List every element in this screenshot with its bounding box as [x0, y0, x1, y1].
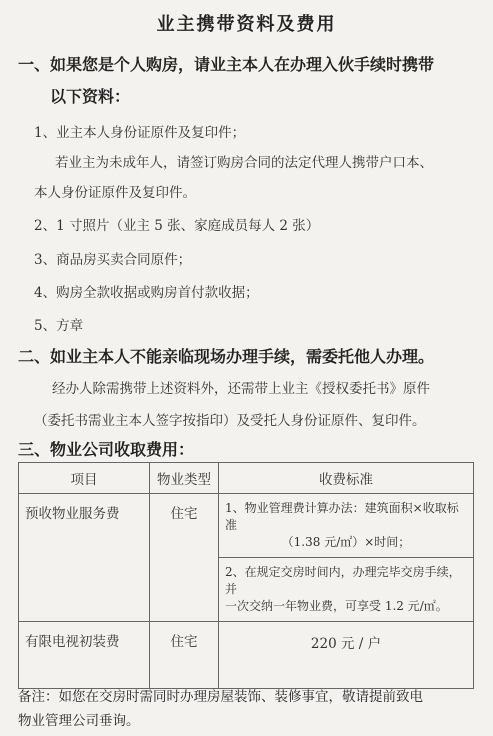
section1-item-1-note: 若业主为未成年人，请签订购房合同的法定代理人携带户口本、: [55, 155, 433, 171]
section1-heading: 一、如果您是个人购房，请业主本人在办理入伙手续时携带: [18, 55, 435, 74]
section1-item-2: 2、1 寸照片（业主 5 张、家庭成员每人 2 张）: [34, 218, 320, 234]
table-cell-type: 住宅: [150, 622, 219, 689]
table-header: 物业类型: [150, 463, 219, 494]
section1-heading-cont: 以下资料：: [50, 87, 131, 106]
fee-rule-1-text-cont: （1.38 元/㎡）×时间；: [281, 535, 411, 549]
fee-rule-2-text-cont: 一次交纳一年物业费，可享受 1.2 元/㎡。: [225, 599, 448, 613]
table-cell-item: 有限电视初装费: [19, 622, 150, 689]
fee-table: [18, 462, 474, 689]
section2-body: 经办人除需携带上述资料外，还需带上业主《授权委托书》原件: [52, 381, 430, 397]
table-row: [19, 622, 474, 689]
section1-item-1-note-cont: 本人身份证原件及复印件。: [34, 185, 196, 201]
table-cell-item: 预收物业服务费: [19, 494, 150, 622]
section2-body-cont: （委托书需业主本人签字按指印）及受托人身份证原件、复印件。: [34, 413, 426, 429]
table-cell-standard: [219, 494, 474, 622]
table-cell-type: 住宅: [150, 494, 219, 622]
section1-item-5: 5、方章: [34, 318, 84, 334]
fee-rule-1: [219, 494, 473, 558]
table-header: 项目: [19, 463, 150, 494]
section3-heading: 三、物业公司收取费用：: [18, 440, 195, 459]
page-title: 业主携带资料及费用: [156, 14, 337, 35]
fee-rule-1-text: 1、物业管理费计算办法：建筑面积×收取标准: [225, 501, 459, 532]
section1-item-4: 4、购房全款收据或购房首付款收据；: [34, 285, 259, 301]
section1-item-3: 3、商品房买卖合同原件；: [34, 252, 192, 268]
footnote-line: 备注：如您在交房时需同时办理房屋装饰、装修事宜，敬请提前致电: [18, 689, 423, 705]
section2-heading: 二、如业主本人不能亲临现场办理手续，需委托他人办理。: [18, 347, 435, 366]
fee-rule-2-text: 2、在规定交房时间内，办理完毕交房手续，并: [225, 565, 461, 596]
table-header-row: [19, 463, 474, 494]
table-cell-standard: 220 元 / 户: [219, 622, 474, 689]
footnote-line: 物业管理公司垂询。: [18, 713, 140, 729]
table-row: [19, 494, 474, 622]
table-header: 收费标准: [219, 463, 474, 494]
section1-item-1: 1、业主本人身份证原件及复印件；: [34, 125, 246, 141]
fee-rule-2: [219, 558, 473, 621]
footnote: [18, 685, 423, 733]
